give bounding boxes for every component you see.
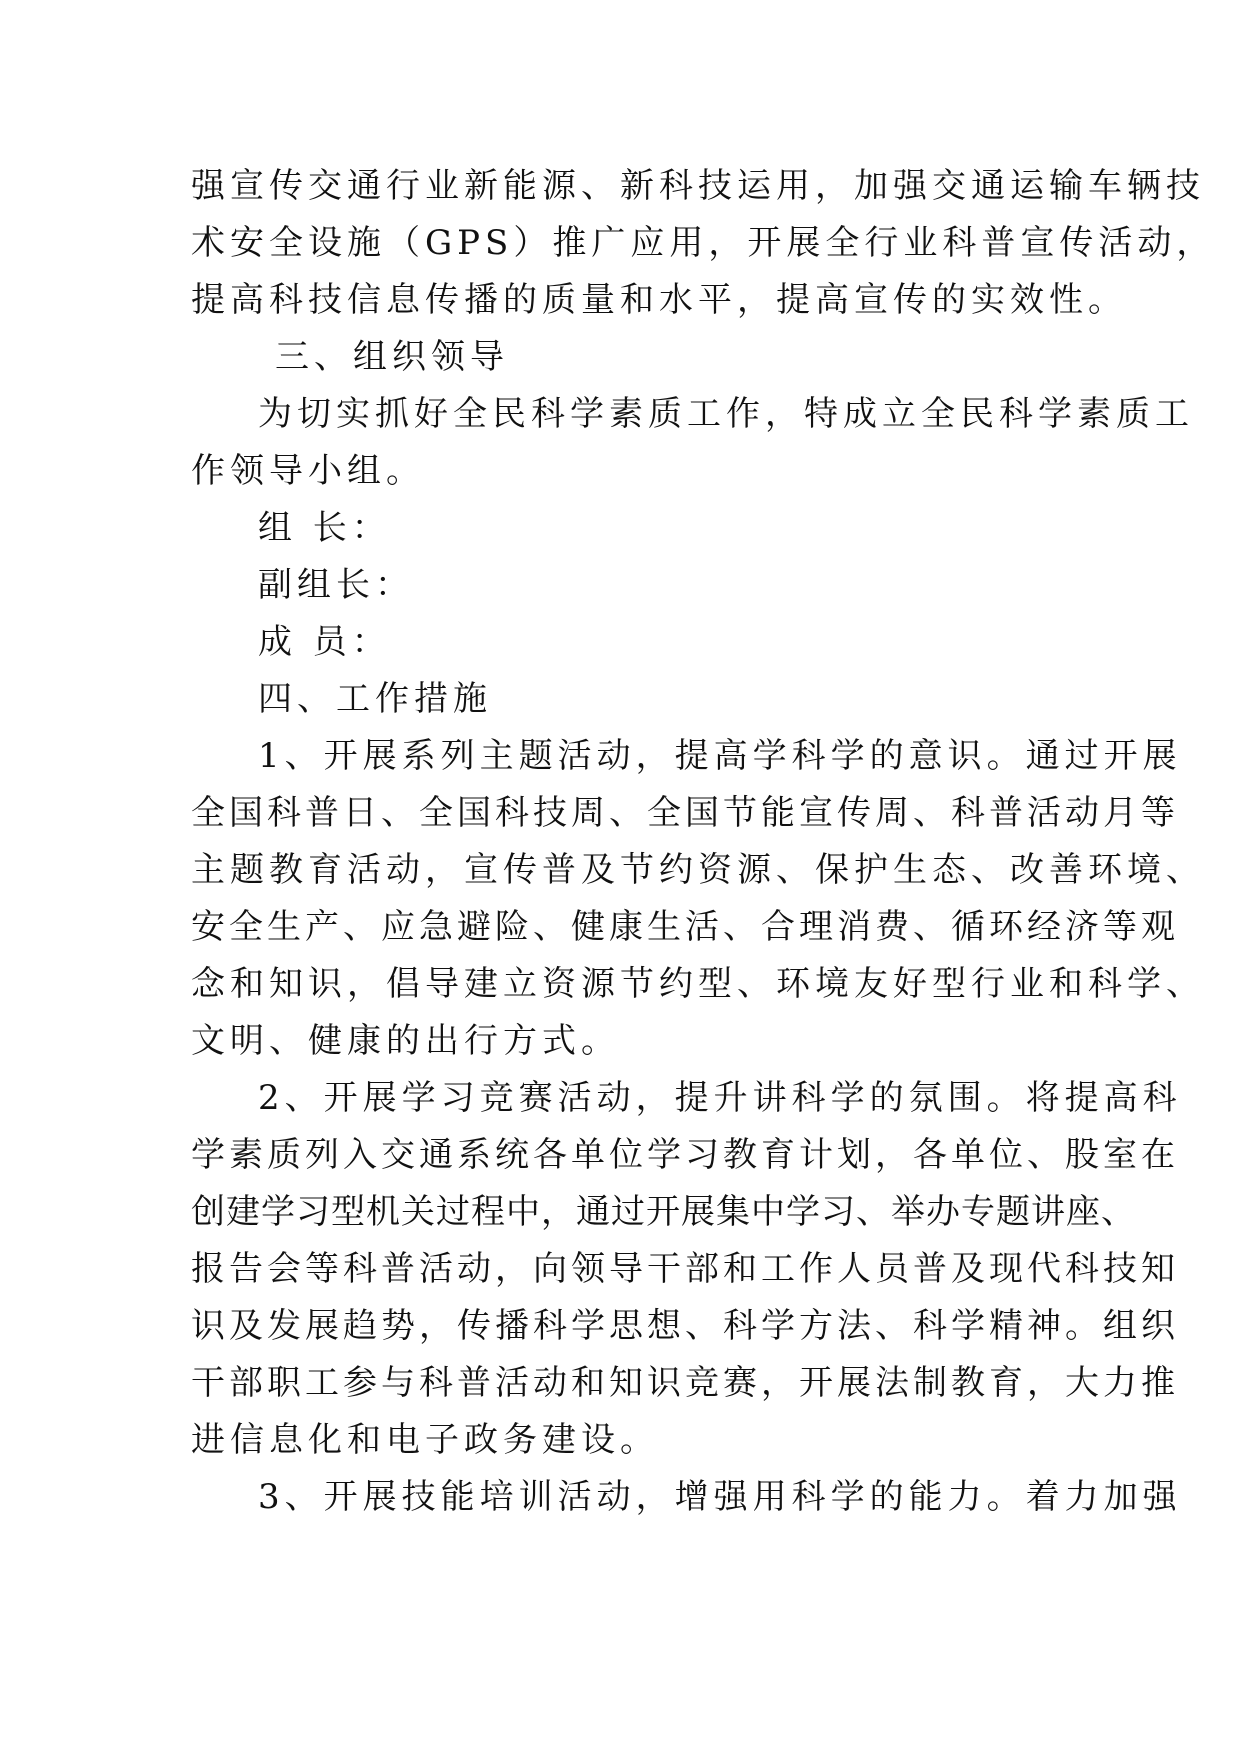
text-line: 创建学习型机关过程中，通过开展集中学习、举办专题讲座、 [191, 1192, 1136, 1232]
text-line: 组 长： [258, 508, 391, 548]
text-line: 报告会等科普活动，向领导干部和工作人员普及现代科技知 [191, 1249, 1179, 1289]
text-line: 3、开展技能培训活动，增强用科学的能力。着力加强 [258, 1477, 1182, 1517]
text-line: 强宣传交通行业新能源、新科技运用，加强交通运输车辆技 [191, 166, 1205, 206]
text-line: 全国科普日、全国科技周、全国节能宣传周、科普活动月等 [191, 793, 1179, 833]
text-line: 副组长： [258, 565, 414, 605]
text-line: 干部职工参与科普活动和知识竞赛，开展法制教育，大力推 [191, 1363, 1179, 1403]
text-line: 成 员： [258, 622, 391, 662]
text-line: 术安全设施（GPS）推广应用，开展全行业科普宣传活动， [191, 223, 1216, 263]
text-line: 念和知识，倡导建立资源节约型、环境友好型行业和科学、 [191, 964, 1205, 1004]
text-line: 提高科技信息传播的质量和水平，提高宣传的实效性。 [191, 280, 1127, 320]
text-line: 安全生产、应急避险、健康生活、合理消费、循环经济等观 [191, 907, 1179, 947]
text-line: 为切实抓好全民科学素质工作，特成立全民科学素质工 [258, 394, 1194, 434]
text-line: 学素质列入交通系统各单位学习教育计划，各单位、股室在 [191, 1135, 1179, 1175]
text-line: 1、开展系列主题活动，提高学科学的意识。通过开展 [258, 736, 1182, 776]
text-line: 识及发展趋势，传播科学思想、科学方法、科学精神。组织 [191, 1306, 1179, 1346]
text-line: 文明、健康的出行方式。 [191, 1021, 620, 1061]
text-line: 2、开展学习竞赛活动，提升讲科学的氛围。将提高科 [258, 1078, 1182, 1118]
text-line: 进信息化和电子政务建设。 [191, 1420, 659, 1460]
text-line: 主题教育活动，宣传普及节约资源、保护生态、改善环境、 [191, 850, 1205, 890]
section-heading: 三、组织领导 [275, 337, 509, 377]
section-heading: 四、工作措施 [258, 679, 492, 719]
text-line: 作领导小组。 [191, 451, 425, 491]
